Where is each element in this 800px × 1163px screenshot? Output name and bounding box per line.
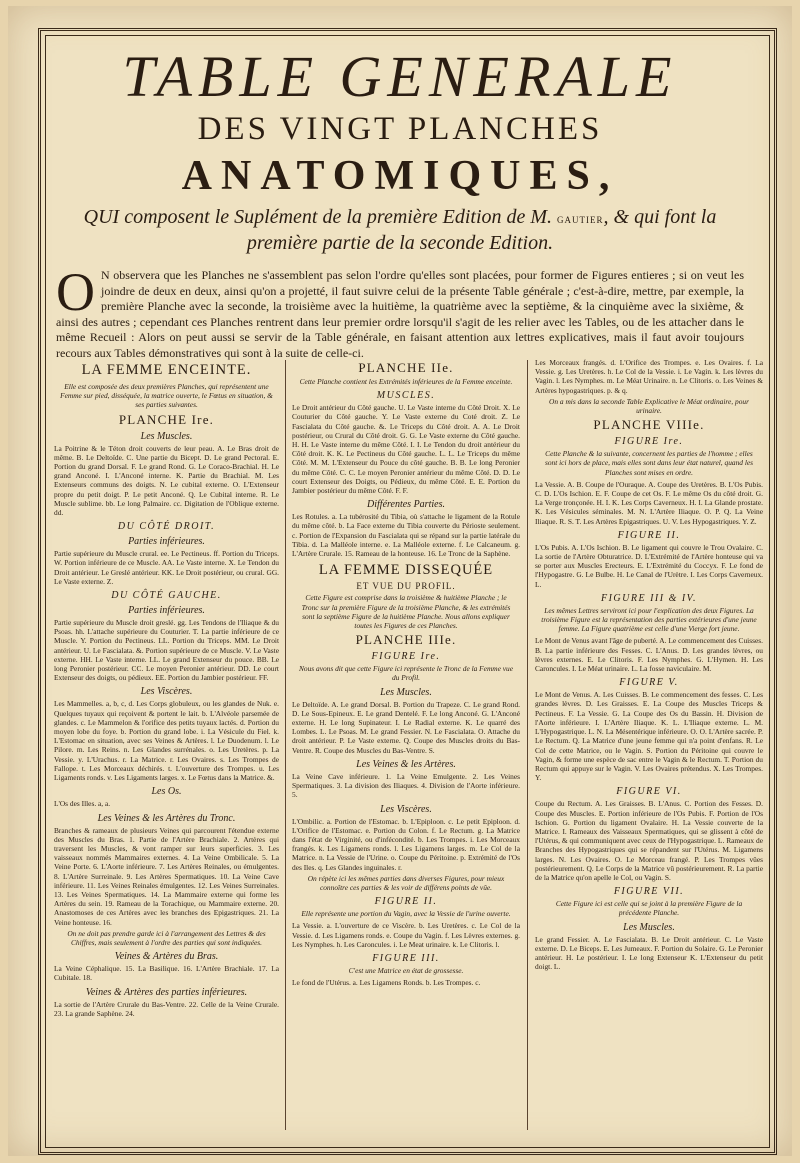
title-line-1: TABLE GENERALE [122, 44, 678, 109]
heading-planche-2: PLANCHE IIe. [358, 360, 454, 375]
heading-muscles: Les Muscles. [140, 430, 193, 442]
text-visceres: Les Mammelles. a, b, c, d. Les Corps globuleux, ou les glandes de Nuk. e. Quelques tuyaux qui reçoivent & portent le lait. b. L'Alvéole parsemée de glandes. c. Le Mammelon & l'orifice des petits tuyaux lactés. d. Portion du moyen lobe du foye. b. Portion du grand lobe. i. La Vésicule du Fiel. k. L'Estomac en situation, avec ses Veines & Artères. l. Le Duodenum. l. Le Pilore. m. Les Reins. n. Les Glandes surrénales. o. Les Uretères. p. La Vessie. y. L'Urachus. r. La Matrice. r. Les Ovaires. s. Les Trompes de Fallope. t. Les Morceaux déchirés. t. L'ouverture des Trompes. u. Les Ligaments ronds. v. Les Ligaments larges. x. Le Fœtus dans la Matrice. &. [54, 699, 279, 783]
heading-vue-profil: ET VUE DU PROFIL. [356, 581, 456, 592]
planche-2-intro: Cette Planche contient les Extrémités inférieures de la Femme enceinte. [299, 377, 513, 386]
text-veines-arteres: La Veine Cave inférieure. 1. La Veine Emulgente. 2. Les Veines Spermatiques. 3. La division des Iliaques. 4. Division de l'Aorte inférieure. 5. [292, 771, 520, 800]
subtitle-part-a: QUI composent le Suplément de la première Edition de M. [83, 206, 558, 228]
text-note: On ne doit pas prendre garde ici à l'arrangement des Lettres & des Chiffres, mais seulement à l'ordre des parties qui sont indiquées. [67, 928, 266, 947]
text-note-2: On répète ici les mêmes parties dans diverses Figures, pour mieux connoître ces parties & les voir de différens points de vûe. [307, 873, 505, 892]
text-figure-5: Le Mont de Venus. A. Les Cuisses. B. Le commencement des fesses. C. Les grandes lèvres. D. Les Graisses. E. La Coupe des Muscles Triceps & Pectineus. F. La Vessie. G. La Coupe des Os du Bassin. H. Division de l'Aorte inférieure. I. L'Artère Iliaque. K. L. L'Iliaque externe. L. M. L'Hypogastrique. L. N. La Mésentérique inférieure. O. O. L'Artère sacrée. P. Le Rectum. Q. La Matrice d'une jeune femme qui n'a point d'enfans. R. Le Col de cette Matrice, ou le Vagin. S. Portion du Péritoine qui couvre le Vagin, & forme une espèce de sac entre le Vagin & le Rectum. T. Portion du Rectum qui appuye sur le Vagin. V. Les Ovaires prétendus. X. Les Trompes. Y. [535, 690, 763, 783]
heading-figure-1-b: FIGURE Ire. [614, 436, 684, 448]
figure-1-b-intro: Cette Planche & la suivante, concernent les parties de l'homme ; elles sont ici hors de place, mais elles sont dans leur état naturel, quand les Planches sont mises en ordre. [544, 449, 754, 477]
heading-figure-3-4: FIGURE III & IV. [600, 592, 698, 604]
heading-figure-3: FIGURE III. [372, 952, 440, 964]
heading-os: Les Os. [151, 786, 182, 798]
heading-muscles-4: Les Muscles. [623, 921, 675, 933]
text-muscles: La Poitrine & le Téton droit couverts de leur peau. A. Le Bras droit de même. B. Le Deltoïde. C. Une partie du Bicept. D. Le grand Pectoral. E. Portion du grand Dorsal. F. Le grand Rond. G. Le Coraco-Brachial. H. Le grand Anconé. I. L'Anconé interne. K. Partie du Brachial. M. Les Extenseurs communs des doigts. N. Le cubital externe. O. L'Extenseur propre du petit doigt. P. Le petit Anconé. Q. Le Cubital interne. R. Le Muscle sublime. bb. Le long Palmaire. cc. Digitation de l'Oblique externe. dd. [54, 443, 279, 518]
intro-paragraph [56, 262, 744, 361]
heading-femme-enceinte: LA FEMME ENCEINTE. [81, 362, 252, 378]
heading-figure-7: FIGURE VII. [613, 886, 685, 898]
figure-3-4-intro: Les mêmes Lettres serviront ici pour l'explication des deux Figures. La troisième Figure est la représentation des parties extérieures d'une jeune femme. La Figure quatrième est celle d'une Vierge fort jeune. [541, 605, 757, 634]
column-2 [292, 358, 520, 1133]
text-muscles-4: Le grand Fessier. A. Le Fascialata. B. Le Droit antérieur. C. Le Vaste externe. D. Le Biceps. E. Les Jumeaux. F. Portion du Solaire. G. Le Peronier antérieur. H. Le postérieur. I. Le long Extenseur K. L'Extenseur du petit doigt. L. [535, 934, 763, 972]
heading-cote-gauche: DU CÔTÉ GAUCHE. [111, 590, 222, 602]
text-parties-inferieures-1: Partie supérieure du Muscle crural. ee. Le Pectineus. ff. Portion du Triceps. W. Portion inférieure de ce Muscle. AA. Le Vaste interne. X. Le Tendon du Droit antérieur. Le Greslé antérieur. KK. Le Droit postérieur, ou crural. GG. Le Vaste externe. Z. [54, 549, 279, 586]
heading-parties-inferieures-2: Parties inférieures. [128, 605, 205, 617]
text-veines-tronc: Branches & rameaux de plusieurs Veines qui parcourent l'étendue externe des Muscles du Bras. 1. Partie de l'Artère Brachiale. 2. Artères qui traversent les Muscles, & vont ramper sur leurs superficies. 3. Les vaisseaux nommés Mammaires externes. 4. La Veine Ombilicale. 5. La Veine Porte. 6. L'Aorte inférieure. 7. Les Artères Reinales, ou émulgentes. 8. L'Artère Surreinale. 9. Les Artères Spermatiques. 10. La Veine Cave inférieure. 11. Les Veines Reinales émulgentes. 12. Les Veines Surreinales. 13. Les Veines Spermatiques. 14. La Mammaire externe qui forme les Artères du sein. 19. Rameau de la Torachique, ou Mammaire externe. 20. Anastomoses de ces Artères avec les branches des Epigastriques. 21. La Veine honteuse. 16. [54, 825, 279, 927]
text-figure-6: Coupe du Rectum. A. Les Graisses. B. L'Anus. C. Portion des Fesses. D. Coupe des Muscles. E. Portion inférieure de l'Os Pubis. F. Portion de l'Os Ischion. G. Portion du ligament Ovalaire. H. La Vessie couverte de la Matrice. I. Rameaux des Vaisseaux Spermatiques, qui se glissent à côté de l'Utérus, & qui communiquent avec ceux de l'Hypogastrique. L. Rameaux de Branches des Hypogastriques qui se répandent sur l'Utérus. M. Ligamens larges. N. Les Ovaires. O. Le Morceau frangé. P. Les Trompes vûes postérieurement. Q. Le Corps de la Matrice vû postérieurement. R. La partie de la Matrice qu'on apelle le Col, ou Vagin. S. [535, 799, 763, 882]
page-sheet [8, 6, 792, 1156]
heading-planche-3: PLANCHE IIIe. [355, 632, 457, 648]
heading-veines-tronc: Les Veines & les Artères du Tronc. [97, 812, 236, 824]
dissequee-intro: Cette Figure est comprise dans la troisième & huitième Planche ; le Tronc sur la première Figure de la troisième Planche, & les extrémités sont la septième Figure de la huitième Planche. Nous allons expliquer toutes les Figures de ces Planches. [301, 593, 511, 631]
text-figure-2: La Vessie. a. L'ouverture de ce Viscère. b. Les Uretères. c. Le Col de la Vessie. d. Les Ligamens ronds. e. Coupe du Vagin. f. Les Lèvres externes. g. Les Nymphes. h. Les Caroncules. i. Le Meat urinaire. k. Le Clitoris. l. [292, 921, 520, 949]
heading-differentes-parties: Différentes Parties. [367, 499, 445, 511]
heading-figure-1: FIGURE Ire. [371, 651, 441, 663]
heading-figure-2: FIGURE II. [374, 896, 438, 908]
subtitle-part-b: , & qui font la première partie de la seconde Edition. [246, 206, 717, 254]
heading-planche-1: PLANCHE Ire. [118, 411, 215, 427]
text-veines-bras: La Veine Céphalique. 15. La Basilique. 16. L'Artère Brachiale. 17. La Cubitale. 18. [54, 964, 279, 983]
subtitle-author: GAUTIER [557, 215, 604, 225]
figure-1-intro: Nous avons dit que cette Figure ici représente le Tronc de la Femme vue du Profil. [298, 664, 514, 683]
text-figure-1-b: La Vessie. A. B. Coupe de l'Ouraque. A. Coupe des Uretères. B. L'Os Pubis. C. D. L'Os Ischion. E. F. Coupe de cet Os. F. Le même Os du côté droit. G. La Verge tronçonée. H. I. K. Les Corps Caverneux. H. I. La Glande prostate. K. Les Vésicules séminales. M. N. L'Artère Iliaque. O. P. Q. La Veine Iliaque. R. S. T. Les Artères Epigastriques. U. V. Les Hypogastriques. Y. Z. [535, 479, 763, 526]
heading-femme-dissequee: LA FEMME DISSEQUÉE [318, 562, 494, 579]
heading-figure-2-b: FIGURE II. [617, 529, 681, 541]
heading-visceres: Les Viscères. [140, 686, 193, 698]
text-parties-inferieures-2: Partie supérieure du Muscle droit greslé. gg. Les Tendons de l'Iliaque & du Psoas. hh. L'attache supérieure du Couturier. T. La partie inférieure de ce Muscle. Y. Portion du Pectineus. LL. Portion du Triceps. MM. Le Droit antérieur. U. Le Fascialata. &. Portion supérieure de ce Muscle. V. Le Vaste externe. HH. Le Vaste interne. LL. Le grand Extenseur du pouce. BB. Le long Peronier postérieur. CC. Le moyen Peronier antérieur. DD. Le court Extenseur des doigts, ou pédieux. EE. Portion du Jambier postérieur. FF. [54, 618, 279, 683]
column-divider-1 [285, 360, 286, 1130]
heading-figure-6: FIGURE VI. [616, 786, 682, 798]
figure-7-intro: Cette Figure ici est celle qui se joint à la première Figure de la précédente Planche. [555, 899, 743, 918]
heading-veines-arteres: Les Veines & les Artères. [356, 758, 456, 770]
subtitle [58, 206, 742, 255]
text-os: L'Os des Illes. a, a. [54, 799, 111, 809]
column-1 [54, 358, 279, 1133]
column-3 [535, 358, 763, 1133]
intro-text: N observera que les Planches ne s'assemblent pas selon l'ordre qu'elles sont placées, pour former de Figures entieres ; si on veut les joindre de deux en deux, ainsi qu'on a projetté, il faut suivre celui de la présente Table générale ; c'est-à-dire, mettre, par exemple, la première Planche avec la seconde, la troisième avec la huitième, la quatrième avec la septième, & la cinquième avec la sixième, & ainsi des autres ; cependant ces Planches rentrent dans leur premier ordre lorsqu'il s'agit de les relier avec les Tables, ou de les attacher dans le même Recueil : Alors on peut aussi se servir de la Table générale, en faisant attention aux lettres explicatives, mais il faut avoir toujours recours aux Tables démonstratives qui sont à la suite de celle-ci. [56, 268, 744, 360]
text-figure-2-b: L'Os Pubis. A. L'Os Ischion. B. Le ligament qui couvre le Trou Ovalaire. C. La sortie de l'Artère Obturatrice. D. L'Extrémité de l'Artère honteuse qui va se porter aux Muscles Erecteurs. E. L'Extrémité du Coccyx. F. Le fond de l'Hypogastre. G. Le Bulbe. H. Le Canal de l'Urètre. I. Les Corps Caverneux. L. [535, 542, 763, 589]
text-column-3-top: Les Morceaux frangés. d. L'Orifice des Trompes. e. Les Ovaires. f. La Vessie. g. Les Uretères. h. Le Col de la Vessie. i. Le Vagin. k. Les lèvres du Vagin. l. Les Nymphes. m. Le Méat Urinaire. n. Le Clitoris. o. Les Veines & Artères hypogastriques. p. & q. [535, 358, 763, 395]
text-figure-3: Le fond de l'Utérus. a. Les Ligamens Ronds. b. Les Trompes. c. [292, 978, 481, 988]
text-muscles-3: Le Deltoïde. A. Le grand Dorsal. B. Portion du Trapeze. C. Le grand Rond. D. Le Sous-Epineux. E. Le grand Dentelé. F. Le long Anconé. G. L'Anconé externe. H. Le long Supinateur. I. Le Radial externe. K. Le quarré des Lombes. L. Le Psoas. M. Le grand Fessier. N. Le Fascialata. O. Attache du droit antérieur. P. Le Vaste externe. Q. Coupe des Muscles droits du Bas-Ventre. R. Coupe des Muscles du Bas-Ventre. S. [292, 699, 520, 755]
text-muscles-2: Le Droit antérieur du Côté gauche. U. Le Vaste interne du Côté Droit. X. Le Couturier du Côté gauche. Y. Le Vaste externe du Coté droit. Z. Le Fascialata du Côté gauche. &. Le Triceps du Côté droit. A. A. Le Droit postérieur, ou Crural du Côté droit. G. G. Le Vaste externe du Côté gauche. H. H. Le Vaste interne du même Côté. I. I. Le Tendon du droit antérieur du Côté droit. K. K. Le Pectineus du Côté gauche. L. L. Le Triceps du même Côté. M. M. L'Extenseur du Pouce du côté gauche. B. B. Le long Peronier du même Côté. C. C. Le moyen Peronier antérieur du même Côté. D. D. Le court Extenseur des Doigts, ou Pédieux, du même Côté. E. E. Portion du Jambier postérieur du même Côté. F. F. [292, 403, 520, 496]
intro-dropcap: O [56, 262, 95, 322]
figure-3-intro: C'est une Matrice en état de grossesse. [348, 965, 464, 975]
title-line-2: DES VINGT PLANCHES [197, 111, 603, 147]
heading-muscles-2: MUSCLES. [376, 390, 436, 402]
text-visceres-2: L'Ombilic. a. Portion de l'Estomac. b. L'Epiploon. c. Le petit Epiploon. d. L'Orifice de l'Estomac. e. Portion du Colon. f. Le Rectum. g. La Matrice dans l'état de Virginité, ou d'infécondité. b. Les Trompes. i. Les Morceaux frangés. k. Les Ligamens ronds. l. Les Ligamens larges. m. Le Col de la Matrice. n. La Vessie de l'Urine. o. Coupe du Péritoine. p. Extrémité de l'Os des Iles. q. Les Glandes inguinales. r. [292, 816, 520, 872]
femme-intro: Elle est composée des deux premières Planches, qui représentent une Femme sur pied, disséquée, la matrice ouverte, le Fœtus en situation, & ses parties suivantes. [60, 382, 273, 410]
text-differentes-parties: Les Rotules. a. La tubérosité du Tibia, où s'attache le ligament de la Rotule du même côté. b. La Face externe du Tibia couverte du Périoste seulement. c. Portion de l'Expansion du Fascialata qui se répand sur la partie latérale du Tibia. d. La Malléole interne. e. La Malléole externe. f. Le Calcaneum. g. L'Artère Crurale. 15. Rameau de la honteuse. 16. Le Tronc de la Saphène. [292, 512, 520, 559]
heading-veines-inferieures: Veines & Artères des parties inférieures. [85, 986, 248, 998]
heading-cote-droit: DU CÔTÉ DROIT. [117, 521, 216, 533]
heading-visceres-2: Les Viscères. [380, 803, 432, 815]
heading-parties-inferieures-1: Parties inférieures. [128, 536, 205, 548]
text-figure-3-4: Le Mont de Venus avant l'âge de puberté. A. Le commencement des Cuisses. B. La partie inférieure des Fesses. C. L'Anus. D. Les grandes lèvres, ou lèvres externes. E. Le Clitoris. F. Les Nymphes. G. L'Hymen. H. Les Caroncules. I. Le Méat urinaire. L. La fosse naviculaire. M. [535, 636, 763, 674]
heading-muscles-3: Les Muscles. [380, 686, 432, 698]
text-veines-inferieures: La sortie de l'Artère Crurale du Bas-Ventre. 22. Celle de la Veine Crurale. 23. La grande Saphène. 24. [54, 999, 279, 1018]
figure-2-intro: Elle représente une portion du Vagin, avec la Vessie de l'urine ouverte. [301, 909, 511, 919]
column-divider-2 [527, 360, 528, 1130]
heading-veines-bras: Veines & Artères du Bras. [114, 951, 219, 963]
text-note-3: On a mis dans la seconde Table Explicative le Méat ordinaire, pour urinaire. [549, 396, 749, 416]
title-line-3: ANATOMIQUES, [181, 153, 619, 199]
heading-figure-5: FIGURE V. [619, 677, 679, 689]
heading-planche-8: PLANCHE VIIIe. [593, 417, 705, 433]
